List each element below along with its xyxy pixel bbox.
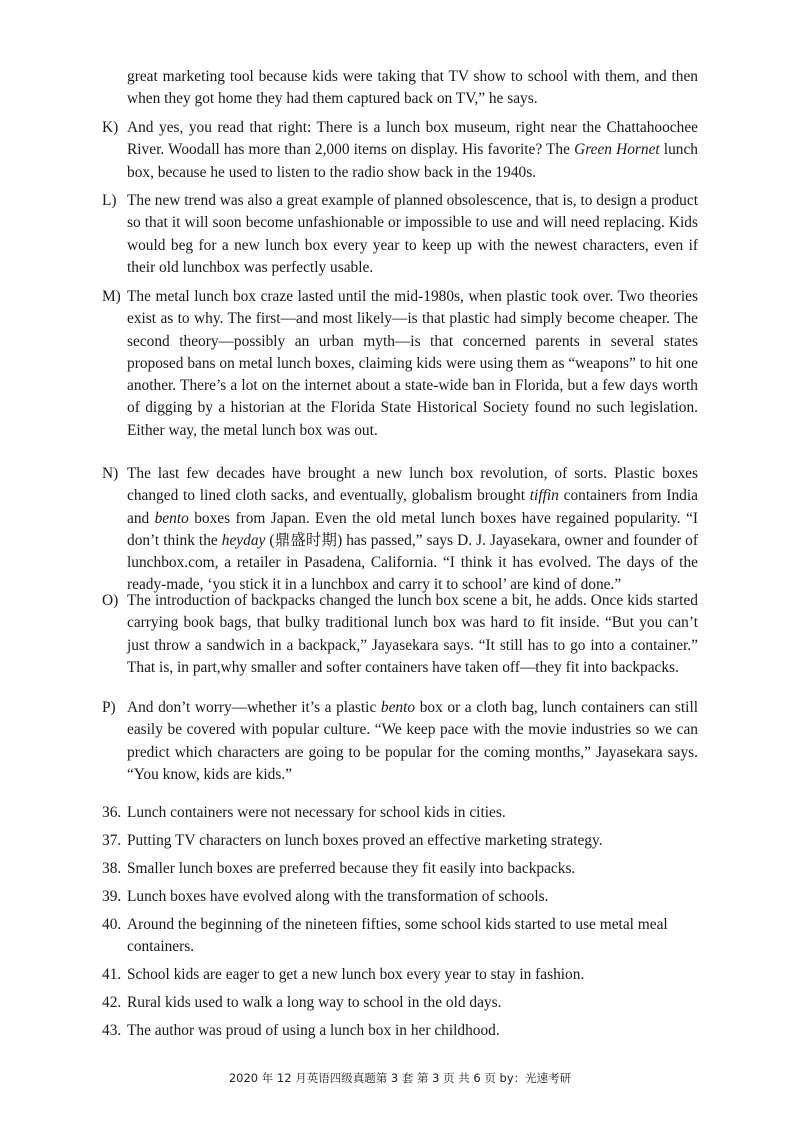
paragraph-letter: L) [102, 192, 117, 209]
paragraph-o [102, 590, 698, 679]
question-text: School kids are eager to get a new lunch box every year to stay in fashion. [127, 966, 585, 983]
paragraph-m [102, 286, 698, 442]
paragraph-body: The last few decades have brought a new lunch box revolution, of sorts. Plastic boxes changed to lined cloth sacks, and eventually, globalism brought tiffin containers from India and bento boxes from Japan. Even the old metal lunch boxes have regained popularity. “I don’t think the heyday (鼎盛时期) has passed,” says D. J. Jayasekara, owner and founder of lunchbox.com, a retailer in Pasadena, California. “I think it has evolved. The days of the ready-made, ‘you stick it in a lunchbox and carry it to school’ are kind of done.” [127, 465, 698, 594]
question-item [102, 802, 698, 824]
paragraph-letter: P) [102, 699, 116, 716]
question-text: Lunch containers were not necessary for school kids in cities. [127, 804, 506, 821]
question-text: The author was proud of using a lunch box in her childhood. [127, 1022, 500, 1039]
question-item [102, 992, 698, 1014]
paragraph-body: The metal lunch box craze lasted until the mid-1980s, when plastic took over. Two theories exist as to why. The first—and most likely—is that plastic had simply become cheaper. The second theory—possibly an urban myth—is that concerned parents in several states proposed bans on metal lunch boxes, claiming kids were using them as “weapons” to hit one another. There’s a lot on the internet about a state-wide ban in Florida, but a few days worth of digging by a historian at the Florida State Historical Society found no such legislation. Either way, the metal lunch box was out. [127, 288, 698, 439]
question-text: Smaller lunch boxes are preferred because they fit easily into backpacks. [127, 860, 576, 877]
question-item [102, 886, 698, 908]
paragraph-body: And yes, you read that right: There is a lunch box museum, right near the Chattahoochee River. Woodall has more than 2,000 items on display. His favorite? The Green Hornet lunch box, because he used to listen to the radio show back in the 1940s. [127, 119, 698, 181]
question-text: Putting TV characters on lunch boxes proved an effective marketing strategy. [127, 832, 603, 849]
question-item [102, 830, 698, 852]
paragraph-letter: K) [102, 119, 119, 136]
question-number: 43. [102, 1022, 122, 1039]
italic-term: tiffin [529, 487, 559, 505]
question-number: 42. [102, 994, 122, 1011]
question-item [102, 914, 698, 959]
paragraph-body: The new trend was also a great example of planned obsolescence, that is, to design a product so that it will soon become unfashionable or impossible to use and will need replacing. Kids would beg for a new lunch box every year to keep up with the newest characters, even if their old lunchbox was perfectly usable. [127, 192, 698, 276]
page-footer: 2020 年 12 月英语四级真题第 3 套 第 3 页 共 6 页 by：光速考研 [228, 1071, 572, 1085]
question-text: Rural kids used to walk a long way to school in the old days. [127, 994, 502, 1011]
paragraph-body: great marketing tool because kids were taking that TV show to school with them, and then when they got home they had them captured back on TV,” he says. [127, 68, 698, 108]
question-number: 40. [102, 916, 122, 933]
paragraph-n [102, 463, 698, 597]
question-text: Lunch boxes have evolved along with the transformation of schools. [127, 888, 549, 905]
question-number: 37. [102, 832, 122, 849]
italic-term: bento [154, 509, 189, 527]
paragraph-continued [102, 66, 698, 111]
paragraph-k [102, 117, 698, 184]
question-item [102, 964, 698, 986]
paragraph-l [102, 190, 698, 279]
question-number: 41. [102, 966, 122, 983]
paragraph-body: And don’t worry—whether it’s a plastic bento box or a cloth bag, lunch containers can still easily be covered with popular culture. “We keep pace with the movie industries so we can predict which characters are going to be popular for the coming months,” Jayasekara says. “You know, kids are kids.” [127, 699, 698, 783]
italic-term: heyday [221, 531, 266, 549]
question-number: 36. [102, 804, 122, 821]
question-number: 39. [102, 888, 122, 905]
italic-title: Green Hornet [574, 141, 660, 159]
paragraph-letter: N) [102, 465, 119, 482]
question-item [102, 858, 698, 880]
paragraph-body: The introduction of backpacks changed the lunch box scene a bit, he adds. Once kids started carrying book bags, that bulky traditional lunch box was hard to fit inside. “But you can’t just throw a sandwich in a backpack,” Jayasekara says. “It still has to go into a container.” That is, in part,why smaller and softer containers have taken off—they fit into backpacks. [127, 592, 698, 676]
question-text: Around the beginning of the nineteen fifties, some school kids started to use metal meal containers. [127, 916, 668, 956]
paragraph-letter: M) [102, 288, 121, 305]
italic-term: bento [380, 699, 416, 716]
question-item [102, 1020, 698, 1042]
paragraph-p [102, 697, 698, 786]
question-number: 38. [102, 860, 122, 877]
paragraph-letter: O) [102, 592, 119, 609]
